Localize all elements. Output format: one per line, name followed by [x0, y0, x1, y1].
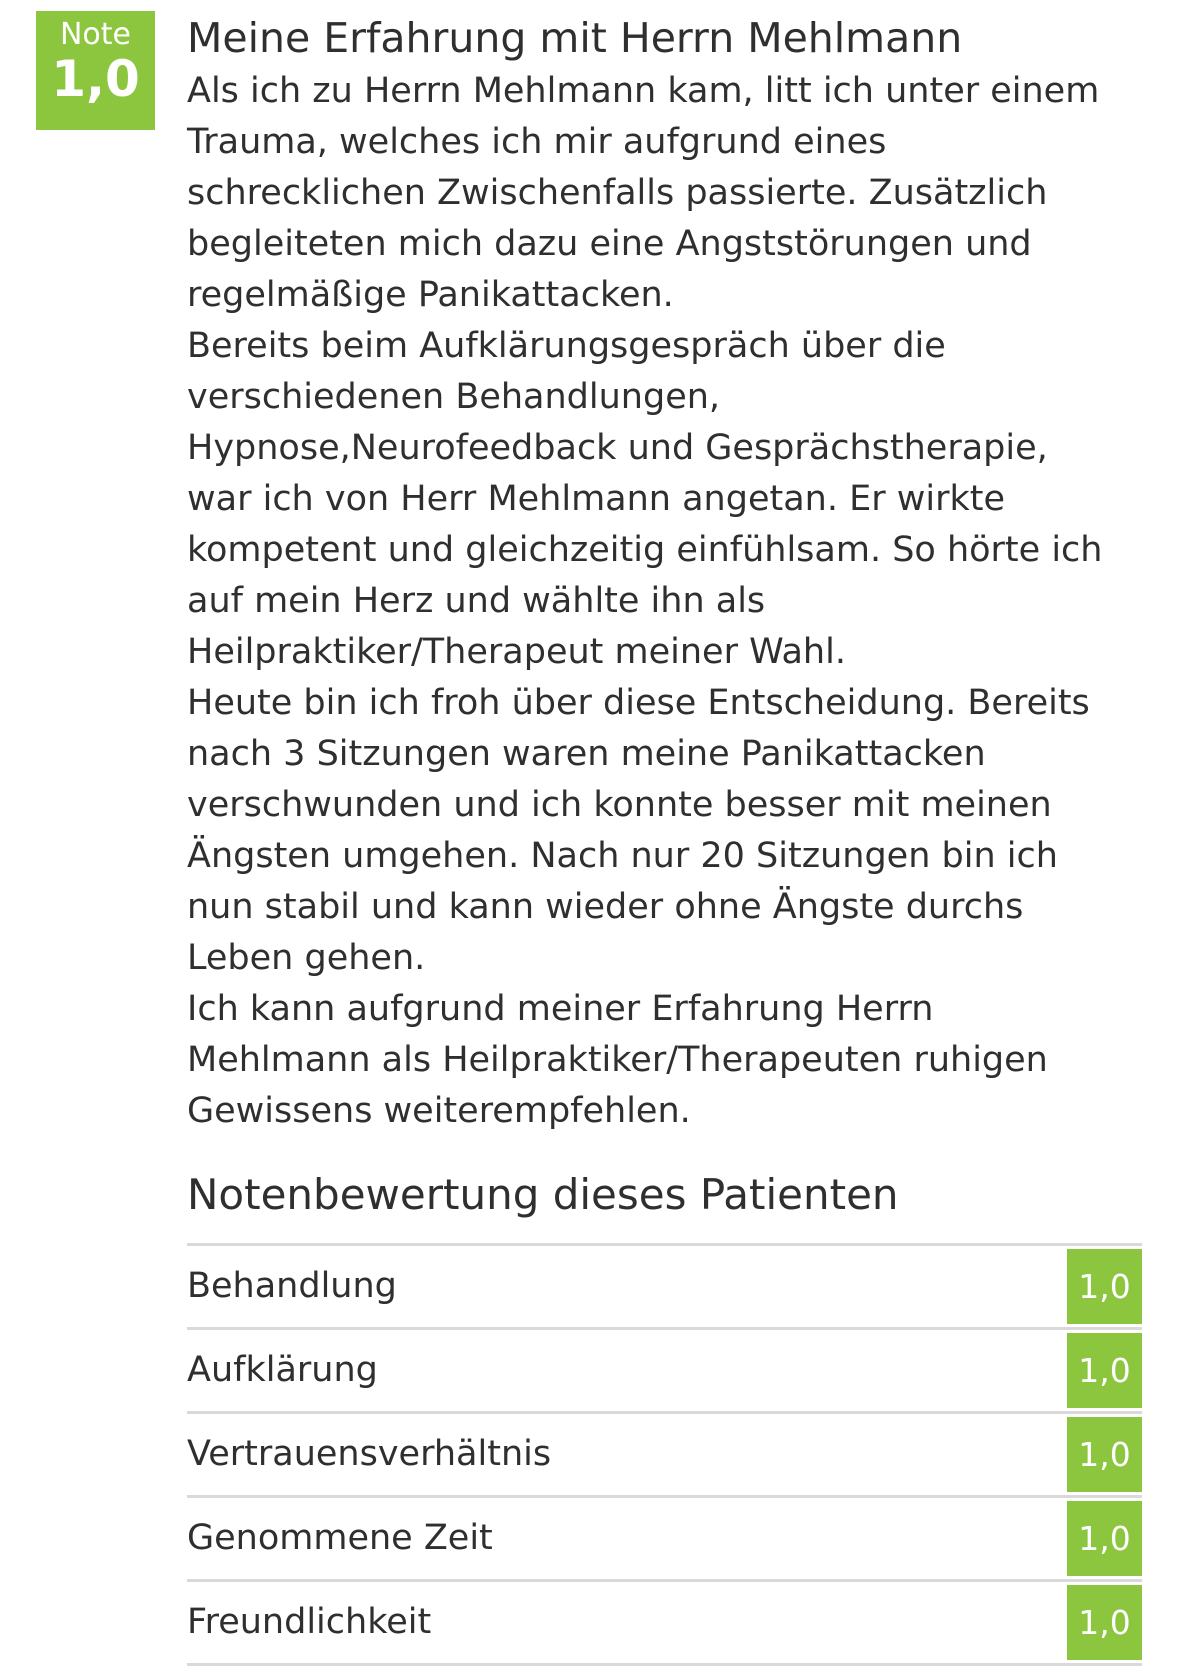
review-line: verschwunden und ich konnte besser mit meinen — [187, 785, 1052, 825]
review-line: auf mein Herz und wählte ihn als — [187, 581, 766, 621]
ratings-list — [187, 1243, 1142, 1666]
rating-label: Vertrauensverhältnis — [187, 1434, 552, 1474]
rating-score-badge: 1,0 — [1067, 1417, 1142, 1492]
rating-row-freundlichkeit — [187, 1582, 1142, 1666]
review-line: Heilpraktiker/Therapeut meiner Wahl. — [187, 632, 846, 672]
rating-score-badge: 1,0 — [1067, 1333, 1142, 1408]
rating-label: Freundlichkeit — [187, 1602, 432, 1642]
rating-label: Behandlung — [187, 1266, 397, 1306]
review-title: Meine Erfahrung mit Herrn Mehlmann — [187, 14, 963, 62]
grade-label: Note — [59, 17, 131, 52]
overall-grade-badge — [36, 11, 155, 130]
rating-label: Aufklärung — [187, 1350, 378, 1390]
rating-row-genommene-zeit — [187, 1498, 1142, 1582]
rating-score-badge: 1,0 — [1067, 1501, 1142, 1576]
review-line: Leben gehen. — [187, 938, 426, 978]
review-line: kompetent und gleichzeitig einfühlsam. So hörte ich — [187, 530, 1103, 570]
review-line: Hypnose,Neurofeedback und Gesprächstherapie, — [187, 428, 1048, 468]
review-line: schrecklichen Zwischenfalls passierte. Zusätzlich — [187, 173, 1048, 213]
review-line: Trauma, welches ich mir aufgrund eines — [187, 122, 887, 162]
review-line: war ich von Herr Mehlmann angetan. Er wirkte — [187, 479, 1005, 519]
rating-score-badge: 1,0 — [1067, 1249, 1142, 1324]
review-line: Als ich zu Herrn Mehlmann kam, litt ich unter einem — [187, 71, 1100, 111]
review-line: Bereits beim Aufklärungsgespräch über die — [187, 326, 946, 366]
review-line: Gewissens weiterempfehlen. — [187, 1091, 691, 1131]
review-line: nach 3 Sitzungen waren meine Panikattacken — [187, 734, 986, 774]
review-line: Heute bin ich froh über diese Entscheidung. Bereits — [187, 683, 1090, 723]
rating-score-badge: 1,0 — [1067, 1585, 1142, 1660]
ratings-heading: Notenbewertung dieses Patienten — [187, 1170, 899, 1219]
review-line: Ängsten umgehen. Nach nur 20 Sitzungen bin ich — [187, 836, 1058, 876]
grade-value: 1,0 — [51, 50, 140, 108]
review-line: begleiteten mich dazu eine Angststörungen und — [187, 224, 1032, 264]
review-line: Mehlmann als Heilpraktiker/Therapeuten ruhigen — [187, 1040, 1048, 1080]
review-line: verschiedenen Behandlungen, — [187, 377, 721, 417]
rating-label: Genommene Zeit — [187, 1518, 493, 1558]
review-line: nun stabil und kann wieder ohne Ängste durchs — [187, 887, 1024, 927]
review-body — [187, 65, 1147, 1137]
review-line: regelmäßige Panikattacken. — [187, 275, 674, 315]
review-content — [187, 0, 1147, 1666]
rating-row-behandlung — [187, 1246, 1142, 1330]
rating-row-aufklaerung — [187, 1330, 1142, 1414]
review-line: Ich kann aufgrund meiner Erfahrung Herrn — [187, 989, 934, 1029]
rating-row-vertrauensverhaeltnis — [187, 1414, 1142, 1498]
